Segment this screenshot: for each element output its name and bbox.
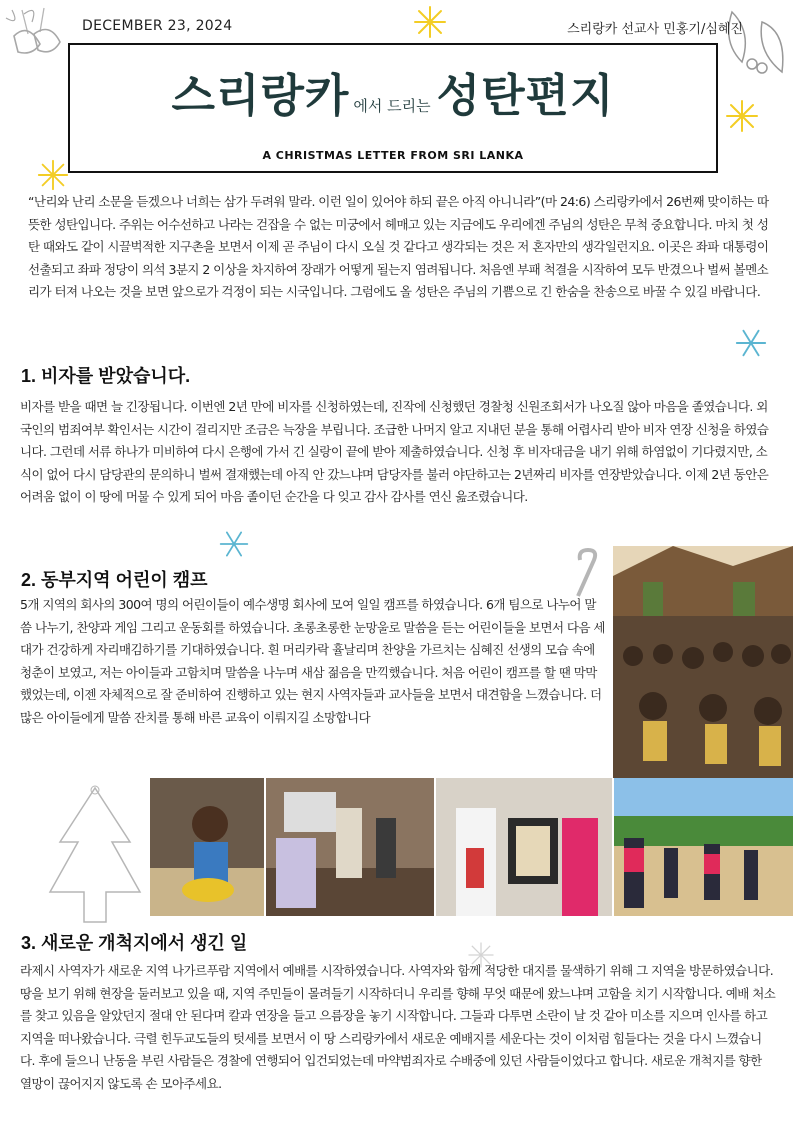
photo-outdoor-children: [614, 778, 793, 916]
section-1-heading: 1. 비자를 받았습니다.: [21, 366, 191, 386]
snowflake-icon: [36, 158, 70, 192]
title-part-2: 에서 드리는: [353, 97, 431, 115]
ice-snowflake-icon: [218, 528, 250, 560]
holly-leaves-icon: [712, 2, 792, 92]
bell-ornament-icon: [4, 4, 66, 72]
snowflake-icon: [724, 98, 760, 134]
photo-child-eating: [150, 778, 264, 916]
christmas-tree-icon: [40, 782, 150, 932]
page-subtitle: A CHRISTMAS LETTER FROM SRI LANKA: [262, 149, 524, 162]
section-2-heading: 2. 동부지역 어린이 캠프: [21, 570, 208, 590]
title-part-3: 성탄편지: [436, 69, 615, 122]
photo-teaching-session: [266, 778, 434, 916]
letter-date: DECEMBER 23, 2024: [82, 18, 233, 34]
candy-cane-icon: [568, 546, 608, 598]
title-part-1: 스리랑카: [171, 69, 350, 122]
photo-children-camp-crowd: [613, 546, 793, 778]
intro-paragraph: “난리와 난리 소문을 듣겠으나 너희는 삼가 두려워 말라. 이런 일이 있어야 하되 끝은 아직 아니니라”(마 24:6) 스리랑카에서 26번째 맞이하는 따뜻한 성탄입니다. 주위는 어수선하고 나라는 걷잡을 수 없는 미궁에서 헤매고 있는 지금에도 우리에겐 주님의 성탄은 무척 중요합니다. 마치 첫 성탄 때와도 같이 시끌벅적한 지구촌을 보면서 이제 곧 주님이 다시 오실 것 같다고 생각되는 것은 저 혼자만의 생각일런지요. 이곳은 좌파 대통령이 선출되고 좌파 정당이 의석 3분지 2 이상을 차지하여 장래가 어떻게 될는지 염려됩니다. 처음엔 부패 척결을 시작하여 모두 반겼으나 벌써 볼멘소리가 터져 나오는 것을 보면 앞으로가 걱정이 되는 시국입니다. 그럼에도 올 성탄은 주님의 기쁨으로 긴 한숨을 찬송으로 바꿀 수 있길 바랍니다.: [28, 194, 769, 299]
page-title: [70, 59, 716, 124]
section-3-heading: 3. 새로운 개척지에서 생긴 일: [21, 933, 248, 953]
ice-snowflake-icon: [734, 326, 768, 360]
title-box: [68, 43, 718, 173]
letter-author: 스리랑카 선교사 민홍기/심혜진: [567, 22, 743, 37]
snowflake-icon: [412, 4, 448, 40]
section-1-body: 비자를 받을 때면 늘 긴장됩니다. 이번엔 2년 만에 비자를 신청하였는데, 진작에 신청했던 경찰청 신원조회서가 나오질 않아 마음을 졸였습니다. 외국인의 범죄여부 확인서는 시간이 걸리지만 조금은 늑장을 부립니다. 조급한 나머지 알고 지내던 분을 통해 어렵사리 받아 비자 연장 신청을 하였습니다. 그런데 서류 하나가 미비하여 다시 은행에 가서 긴 실랑이 끝에 받아 제출하였습니다. 신청 후 비자대금을 내기 위해 하염없이 기다렸지만, 소식이 없어 다시 담당관의 문의하니 벌써 결재했는데 아직 안 갔느냐며 담당자를 불러 야단하고는 2년짜리 비자를 연장받았습니다. 이제 2년 동안은 어려움 없이 이 땅에 머물 수 있게 되어 마음 졸이던 순간을 다 잊고 감사 감사를 연신 읊조렸습니다.: [20, 399, 769, 504]
section-3-body: 라제시 사역자가 새로운 지역 나가르푸람 지역에서 예배를 시작하였습니다. 사역자와 함께 적당한 대지를 물색하기 위해 그 지역을 방문하였습니다. 땅을 보기 위해 현장을 둘러보고 있을 때, 지역 주민들이 몰려들기 시작하더니 우리를 향해 무엇 때문에 왔느냐며 고함을 치기 시작합니다. 예배 처소를 찾고 있음을 알았던지 절대 안 된다며 칼과 연장을 들고 으름장을 놓기 시작합니다. 그들과 다투면 소란이 날 것 같아 미소를 지으며 인사를 하고 지역을 떠나왔습니다. 극렬 힌두교도들의 텃세를 보면서 이 땅 스리랑카에서 새로운 예배지를 세운다는 것이 이처럼 힘들다는 것을 다시 느꼈습니다. 후에 들으니 난동을 부린 사람들은 경찰에 연행되어 입건되었는데 마약범죄자로 수배중에 있던 사람들이었다고 합니다. 새로운 개척지를 향한 열망이 끊어지지 않도록 손 모아주세요.: [20, 963, 776, 1091]
photo-presentation-gift: [436, 778, 612, 916]
section-2-body: 5개 지역의 회사의 300여 명의 어린이들이 예수생명 회사에 모여 일일 캠프를 하였습니다. 6개 팀으로 나누어 말씀 나누기, 찬양과 게임 그리고 운동회를 하였습니다. 초롱초롱한 눈망울로 말씀을 듣는 어린이들을 보면서 다음 세대가 건강하게 자리매김하기를 기대하였습니다. 흰 머리카락 휼날리며 찬양을 가르치는 심혜진 선생의 모습 속에 청춘이 보였고, 저는 아이들과 고함치며 말씀을 나누며 새삼 젊음을 만끽했습니다. 처음 어린이 캠프를 할 땐 막막했었는데, 이젠 자체적으로 잘 준비하여 진행하고 있는 현지 사역자들과 교사들을 보면서 대견함을 느꼈습니다. 더 많은 아이들에게 말씀 잔치를 통해 바른 교육이 이뤄지길 소망합니다: [20, 597, 605, 725]
